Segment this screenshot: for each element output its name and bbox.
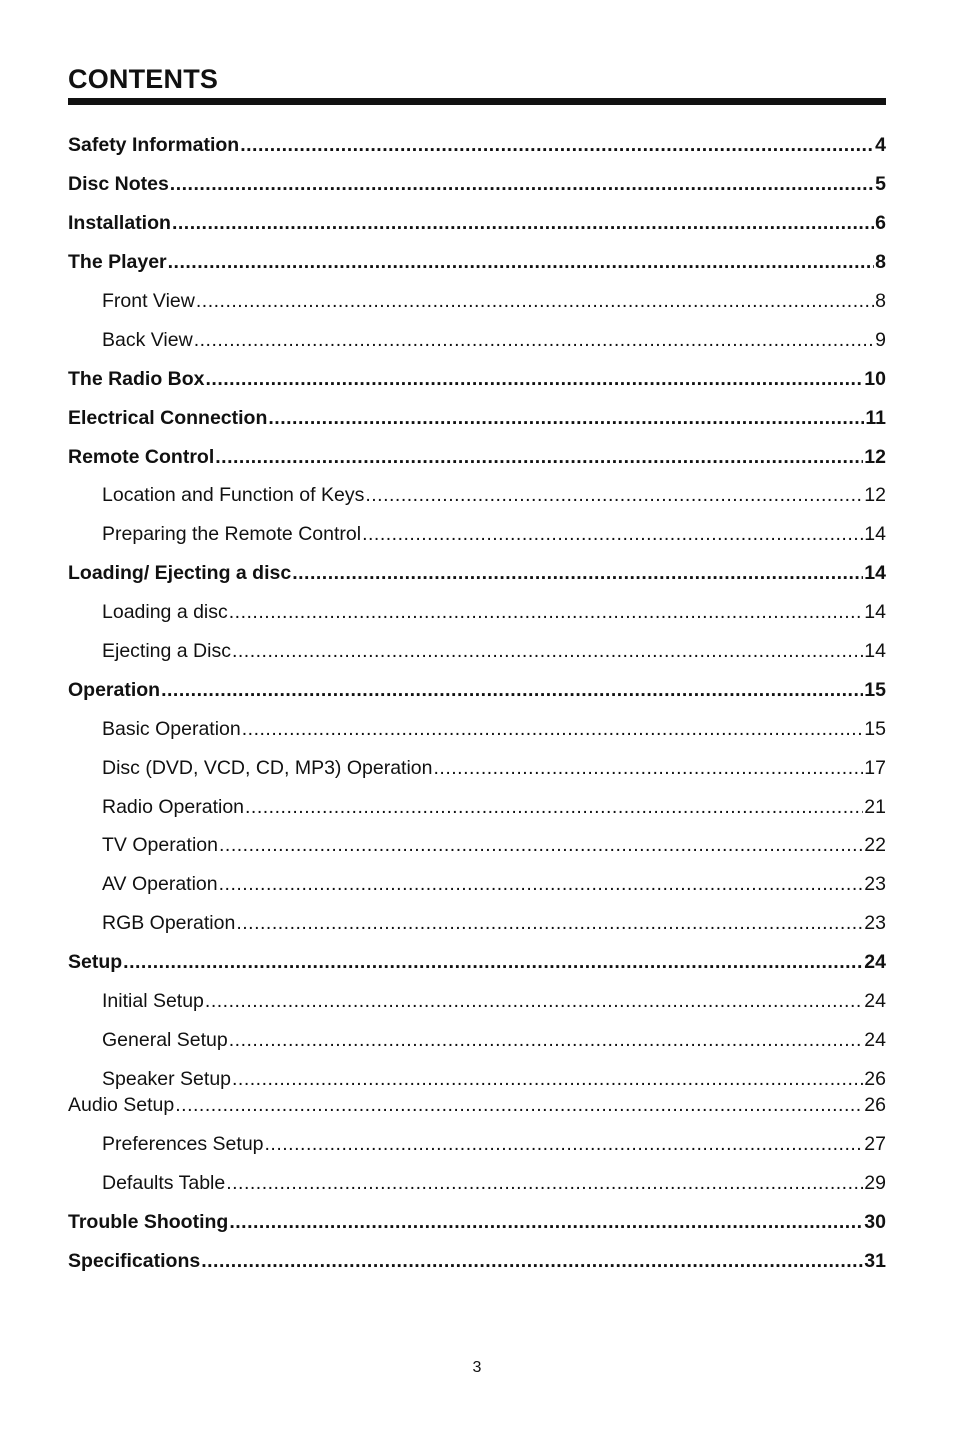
toc-entry-label: Radio Operation	[102, 796, 245, 818]
toc-entry	[102, 519, 886, 549]
toc-entry-label: Installation	[68, 212, 171, 234]
page-number: 3	[472, 1359, 482, 1376]
toc-dot-leader	[229, 1207, 863, 1237]
title-rule	[68, 98, 886, 105]
toc-dot-leader	[161, 675, 863, 705]
toc-entry	[102, 986, 886, 1016]
toc-entry	[68, 442, 886, 472]
toc-entry-page: 14	[864, 523, 886, 545]
toc-entry-page: 27	[864, 1133, 886, 1155]
toc-entry-page: 14	[864, 601, 886, 623]
toc-dot-leader	[236, 908, 863, 938]
toc-entry	[102, 480, 886, 510]
toc-entry	[102, 1025, 886, 1055]
toc-entry-label: Disc (DVD, VCD, CD, MP3) Operation	[102, 757, 433, 779]
toc-dot-leader	[226, 1168, 863, 1198]
toc-entry	[68, 1090, 886, 1120]
toc-entry-page: 8	[875, 251, 886, 273]
toc-entry	[102, 908, 886, 938]
toc-entry-label: Initial Setup	[102, 990, 204, 1012]
toc-dot-leader	[240, 130, 874, 160]
toc-entry-page: 8	[875, 290, 886, 312]
toc-entry	[68, 364, 886, 394]
toc-entry-label: Trouble Shooting	[68, 1211, 229, 1233]
toc-dot-leader	[362, 519, 863, 549]
toc-dot-leader	[201, 1246, 863, 1276]
toc-entry	[102, 869, 886, 899]
toc-entry	[68, 247, 886, 277]
toc-entry-label: Basic Operation	[102, 718, 241, 740]
toc-dot-leader	[170, 169, 874, 199]
toc-entry-label: Loading a disc	[102, 601, 228, 623]
toc-entry-label: Front View	[102, 290, 195, 312]
toc-dot-leader	[365, 480, 863, 510]
toc-entry	[68, 558, 886, 588]
toc-entry-page: 26	[864, 1094, 886, 1116]
toc-entry-label: Location and Function of Keys	[102, 484, 365, 506]
toc-entry-page: 9	[875, 329, 886, 351]
toc-entry-page: 10	[864, 368, 886, 390]
toc-entry-label: Preparing the Remote Control	[102, 523, 362, 545]
toc-entry-page: 24	[864, 951, 886, 973]
toc-entry-page: 14	[864, 562, 886, 584]
toc-entry	[68, 675, 886, 705]
toc-entry-label: Specifications	[68, 1250, 201, 1272]
toc-entry-label: Electrical Connection	[68, 407, 268, 429]
toc-entry	[102, 286, 886, 316]
toc-entry-page: 31	[864, 1250, 886, 1272]
toc-entry-label: TV Operation	[102, 834, 218, 856]
toc-entry	[102, 714, 886, 744]
toc-entry-label: Operation	[68, 679, 161, 701]
toc-entry-label: AV Operation	[102, 873, 218, 895]
toc-entry-label: Safety Information	[68, 134, 240, 156]
toc-dot-leader	[172, 208, 874, 238]
toc-entry-label: Defaults Table	[102, 1172, 226, 1194]
toc-entry	[102, 325, 886, 355]
toc-dot-leader	[433, 753, 863, 783]
toc-entry-page: 14	[864, 640, 886, 662]
toc-entry-label: Speaker Setup	[102, 1068, 232, 1090]
toc-entry-label: Disc Notes	[68, 173, 169, 195]
toc-entry-label: Setup	[68, 951, 123, 973]
toc-dot-leader	[219, 869, 864, 899]
toc-dot-leader	[265, 1129, 864, 1159]
toc-entry-label: General Setup	[102, 1029, 228, 1051]
toc-dot-leader	[175, 1090, 863, 1120]
toc-dot-leader	[123, 947, 863, 977]
toc-entry-page: 12	[864, 446, 886, 468]
toc-dot-leader	[268, 403, 864, 433]
toc-entry-label: RGB Operation	[102, 912, 236, 934]
toc-entry-page: 17	[864, 757, 886, 779]
toc-entry-page: 24	[864, 1029, 886, 1051]
toc-dot-leader	[196, 286, 874, 316]
toc-entry-label: Loading/ Ejecting a disc	[68, 562, 292, 584]
toc-dot-leader	[292, 558, 863, 588]
toc-dot-leader	[168, 247, 875, 277]
toc-entry-label: The Radio Box	[68, 368, 205, 390]
toc-entry	[102, 830, 886, 860]
toc-entry	[102, 597, 886, 627]
toc-dot-leader	[232, 636, 863, 666]
toc-entry	[102, 792, 886, 822]
toc-dot-leader	[229, 597, 864, 627]
toc-entry-page: 26	[864, 1068, 886, 1090]
toc-entry-page: 24	[864, 990, 886, 1012]
toc-entry-label: Back View	[102, 329, 193, 351]
toc-dot-leader	[219, 830, 863, 860]
toc-entry	[102, 753, 886, 783]
toc-entry	[102, 1129, 886, 1159]
page-title: CONTENTS	[68, 64, 219, 94]
toc-entry	[68, 1207, 886, 1237]
toc-entry-page: 15	[864, 679, 886, 701]
toc-entry-page: 5	[875, 173, 886, 195]
toc-entry	[102, 1168, 886, 1198]
toc-entry-label: Ejecting a Disc	[102, 640, 231, 662]
toc-dot-leader	[205, 986, 863, 1016]
toc-entry	[68, 947, 886, 977]
toc-entry-label: Preferences Setup	[102, 1133, 264, 1155]
toc-entry-page: 29	[864, 1172, 886, 1194]
toc-entry-page: 4	[875, 134, 886, 156]
toc-entry-page: 15	[864, 718, 886, 740]
toc-dot-leader	[229, 1025, 864, 1055]
toc-entry-page: 23	[864, 912, 886, 934]
toc-entry-page: 23	[864, 873, 886, 895]
toc-entry-page: 30	[864, 1211, 886, 1233]
toc-entry-page: 12	[864, 484, 886, 506]
toc-dot-leader	[206, 364, 864, 394]
toc-entry-label: The Player	[68, 251, 167, 273]
toc-entry	[68, 1246, 886, 1276]
toc-entry-page: 22	[864, 834, 886, 856]
toc-entry	[68, 169, 886, 199]
toc-dot-leader	[245, 792, 863, 822]
toc-entry	[68, 208, 886, 238]
toc-entry-label: Audio Setup	[68, 1094, 175, 1116]
toc-entry-page: 21	[864, 796, 886, 818]
toc-dot-leader	[242, 714, 864, 744]
toc-entry	[68, 403, 886, 433]
toc-entry	[102, 636, 886, 666]
toc-entry-page: 11	[865, 407, 886, 429]
toc-dot-leader	[215, 442, 863, 472]
toc-entry-label: Remote Control	[68, 446, 215, 468]
toc-entry-page: 6	[875, 212, 886, 234]
toc-entry	[68, 130, 886, 160]
toc-dot-leader	[194, 325, 874, 355]
